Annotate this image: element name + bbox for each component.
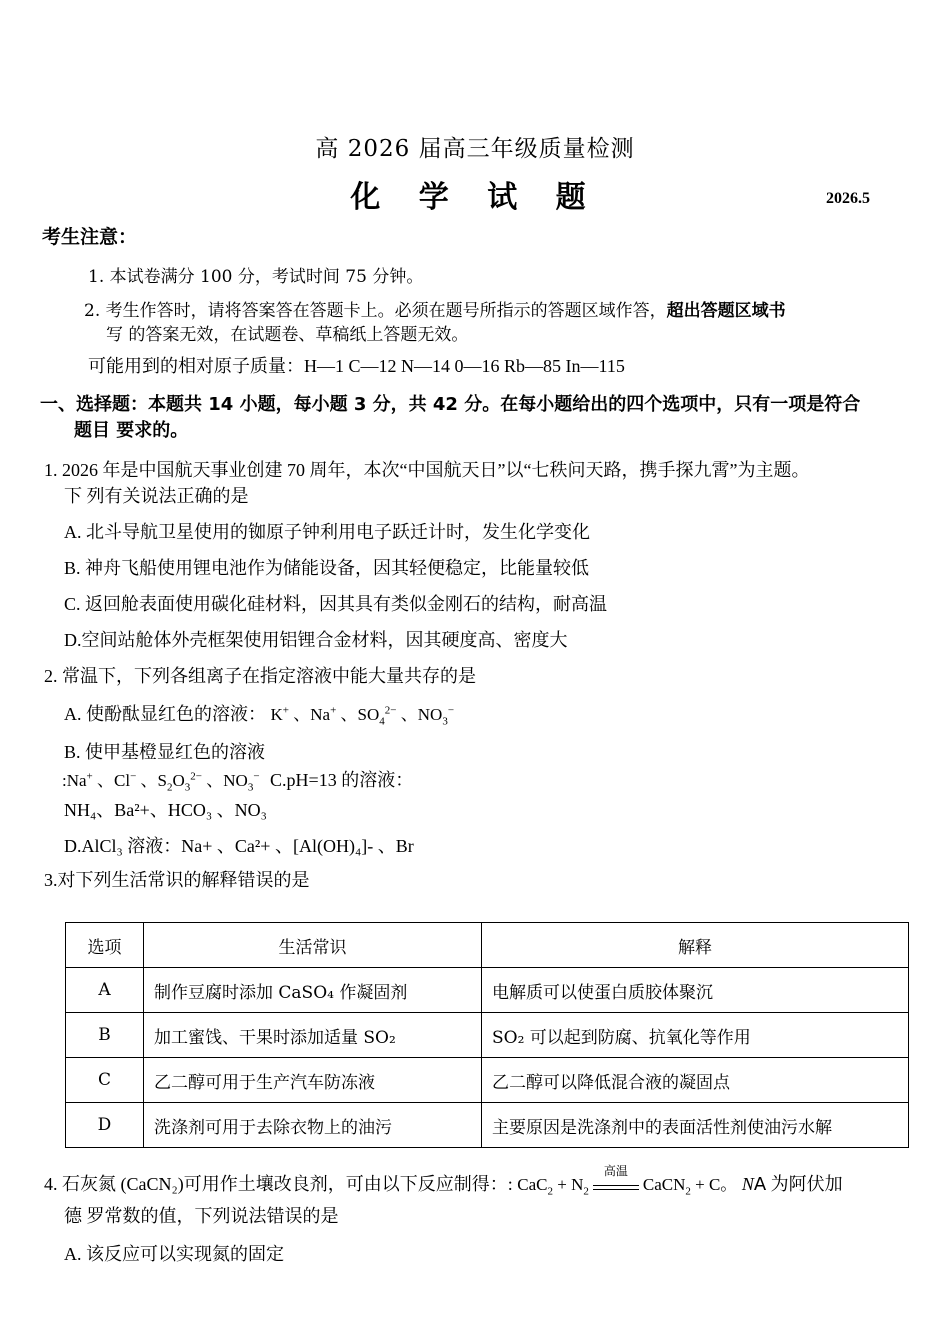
exam-date: 2026.5 [826,190,870,207]
notice-item-2-line2: 写 的答案无效，在试题卷、草稿纸上答题无效。 [106,325,469,345]
q4-stem-text: 4. 石灰氮 (CaCN₂)可用作土壤改良剂，可由以下反应制得：: [44,1174,513,1194]
notice-item-2 [84,296,786,321]
q3-row-b-explanation: SO₂ 可以起到防腐、抗氧化等作用 [482,1013,909,1058]
notice-item-1: 1. 本试卷满分 100 分，考试时间 75 分钟。 [88,267,424,287]
q4-reaction-arrow [593,1164,639,1196]
q3-header-explanation: 解释 [482,923,909,968]
q1-stem-line2: 下 列有关说法正确的是 [64,486,249,506]
notice-item-2-text: 2. 考生作答时，请将答案答在答题卡上。必须在题号所指示的答题区域作答， [84,301,667,321]
q4-stem-text-2: 为阿伏加 [770,1174,843,1194]
section-1-heading-line2: 题目 要求的。 [74,420,189,441]
q3-row-c-explanation: 乙二醇可以降低混合液的凝固点 [482,1058,909,1103]
exam-title: 化 学 试 题 [350,180,600,215]
q3-header-option: 选项 [66,923,144,968]
q4-na-subscript: A [753,1174,767,1195]
q3-row-b-option: B [66,1013,144,1058]
q1-stem: 1. 2026 年是中国航天事业创建 70 周年，本次“中国航天日”以“七秩问天路，携手探九霄”为主题。 [44,460,810,480]
q4-option-a: A. 该反应可以实现氮的固定 [64,1244,284,1264]
q3-row-a-fact: 制作豆腐时添加 CaSO₄ 作凝固剂 [144,968,482,1013]
q3-table [65,922,909,1148]
notice-item-2-bold: 超出答题区域书 [666,301,786,321]
q1-option-d: D.空间站舱体外壳框架使用铝锂合金材料，因其硬度高、密度大 [64,630,568,650]
q3-row-d-explanation: 主要原因是洗涤剂中的表面活性剂使油污水解 [482,1103,909,1148]
q1-option-a: A. 北斗导航卫星使用的铷原子钟利用电子跃迁计时，发生化学变化 [64,522,590,542]
q3-row-d-fact: 洗涤剂可用于去除衣物上的油污 [144,1103,482,1148]
q3-row-b-fact: 加工蜜饯、干果时添加适量 SO₂ [144,1013,482,1058]
q3-row-a-explanation: 电解质可以使蛋白质胶体聚沉 [482,968,909,1013]
atomic-masses: 可能用到的相对原子质量：H—1 C—12 N—14 0—16 Rb—85 In—115 [88,356,625,376]
notice-title: 考生注意： [42,226,138,248]
q2-option-a-label: A. 使酚酞显红色的溶液： [64,704,266,724]
q4-na-symbol: N [741,1174,754,1194]
q2-option-c-ions: NH₄、Ba²+、HCO₃ 、NO₃ [64,800,267,820]
q3-header-common-sense: 生活常识 [144,923,482,968]
q2-option-c-label: C.pH=13 的溶液： [270,770,414,790]
table-row [66,1103,909,1148]
table-row [66,1013,909,1058]
table-row [66,968,909,1013]
exam-subtitle: 高 2026 届高三年级质量检测 [315,136,635,162]
q2-option-a-ions: K+ 、Na+ 、$SO_4^{2-}$ 、$NO_3^-$ [270,704,455,728]
q4-stem [44,1164,843,1198]
q4-stem-line2: 德 罗常数的值，下列说法错误的是 [64,1206,339,1226]
q3-row-c-fact: 乙二醇可用于生产汽车防冻液 [144,1058,482,1103]
q4-reaction-condition: 高温 [603,1164,628,1179]
q2-stem: 2. 常温下，下列各组离子在指定溶液中能大量共存的是 [44,666,476,686]
q3-row-c-option: C [66,1058,144,1103]
q3-table-header-row [66,923,909,968]
q4-reaction-equation: $CaC_2 + N_2$ 高温 CaCN$_2$ + C。 [517,1164,738,1198]
q3-row-d-option: D [66,1103,144,1148]
q2-option-b: B. 使甲基橙显红色的溶液 [64,742,266,762]
q3-stem: 3.对下列生活常识的解释错误的是 [44,870,310,890]
q3-row-a-option: A [66,968,144,1013]
q1-option-b: B. 神舟飞船使用锂电池作为储能设备，因其轻便稳定，比能量较低 [64,558,590,578]
table-row [66,1058,909,1103]
section-1-heading: 一、选择题：本题共 14 小题，每小题 3 分，共 42 分。在每小题给出的四个选项中，只有一项是符合 [40,394,861,415]
q2-option-b-ions [62,766,413,792]
q2-option-b-ion-list: :Na+ 、Cl− 、$S_2O_3^{2-}$ 、$NO_3^-$ [62,770,260,794]
q1-option-c: C. 返回舱表面使用碳化硅材料，因其具有类似金刚石的结构，耐高温 [64,594,608,614]
q2-option-a [64,700,454,726]
q2-option-d: D.AlCl₃ 溶液：Na+ 、Ca²+ 、[Al(OH)₄]- 、Br [64,836,414,856]
